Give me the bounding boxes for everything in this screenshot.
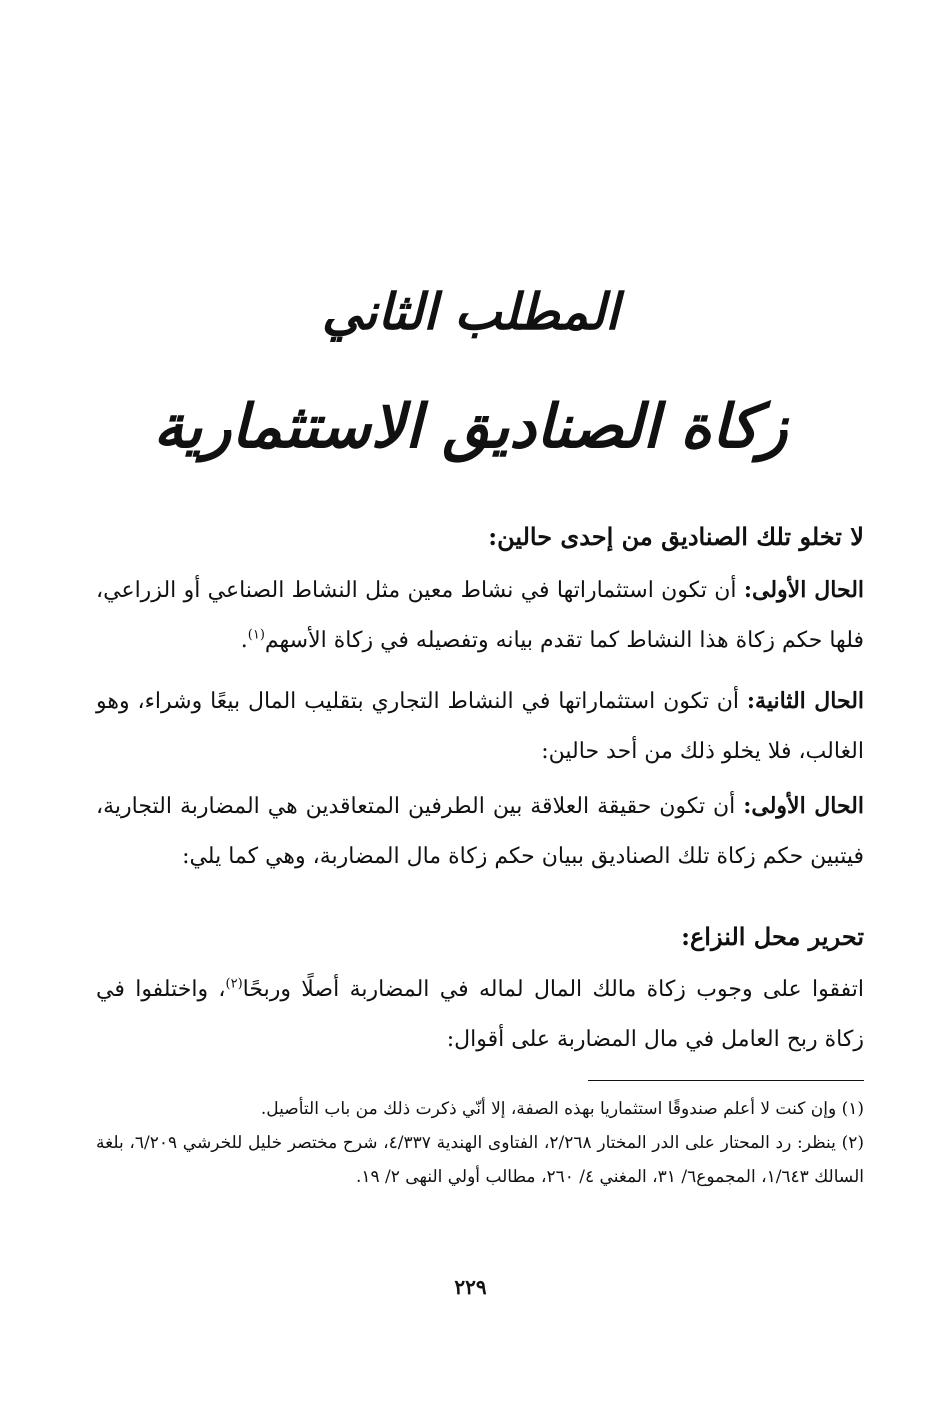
footnote-divider	[588, 1080, 864, 1081]
sub-case-1-lead: الحال الأولى:	[743, 793, 865, 819]
page-number: ٢٢٩	[454, 1275, 487, 1299]
case-1-text: أن تكون استثماراتها في نشاط معين مثل النشاط الصناعي أو الزراعي، فلها حكم زكاة هذا النشاط كما تقدم بيانه وتفصيله في زكاة الأسهم	[96, 578, 864, 653]
intro-heading: لا تخلو تلك الصناديق من إحدى حالين:	[488, 522, 864, 551]
chapter-title: المطلب الثاني	[321, 282, 620, 341]
paragraph-case-1	[96, 565, 864, 666]
footnote-1	[96, 1092, 864, 1126]
footnote-1-text: وإن كنت لا أعلم صندوقًا استثماريا بهذه الصفة، إلا أنّي ذكرت ذلك من باب التأصيل.	[260, 1099, 837, 1119]
footnote-2-marker: (٢)	[841, 1133, 864, 1153]
dispute-heading: تحرير محل النزاع:	[681, 922, 864, 951]
case-2-lead: الحال الثانية:	[746, 688, 865, 714]
case-2-text: أن تكون استثماراتها في النشاط التجاري بتقليب المال بيعًا وشراء، وهو الغالب، فلا يخلو ذلك من أحد حالين:	[96, 689, 864, 764]
footnotes	[96, 1092, 864, 1194]
footnote-1-marker: (١)	[841, 1099, 864, 1119]
dispute-text-b: ، واختلفوا في زكاة ربح العامل في مال المضاربة على أقوال:	[96, 977, 864, 1052]
footnote-2-text: ينظر: رد المحتار على الدر المختار ٢/٢٦٨، الفتاوى الهندية ٤/٣٣٧، شرح مختصر خليل للخرشي ٦/٢٠٩، بلغة السالك ١/٦٤٣، المجموع٦/ ٣١، المغني ٤/ ٢٦٠، مطالب أولي النهى ٢/ ١٩.	[96, 1133, 864, 1187]
dispute-text-a: اتفقوا على وجوب زكاة مالك المال لماله في المضاربة أصلًا وربحًا	[242, 977, 864, 1002]
footnote-2	[96, 1126, 864, 1194]
sub-case-1-text: أن تكون حقيقة العلاقة بين الطرفين المتعاقدين هي المضاربة التجارية، فيتبين حكم زكاة تلك الصناديق ببيان حكم زكاة مال المضاربة، وهي كما يلي:	[96, 794, 864, 869]
footnote-ref-2[interactable]: (٢)	[225, 976, 243, 992]
footnote-ref-1[interactable]: (١)	[247, 627, 265, 643]
chapter-subtitle: زكاة الصناديق الاستثمارية	[153, 392, 788, 462]
case-1-end: .	[240, 628, 248, 653]
paragraph-sub-case-1	[96, 781, 864, 882]
case-1-lead: الحال الأولى:	[743, 577, 865, 603]
paragraph-case-2	[96, 676, 864, 777]
paragraph-dispute	[96, 965, 864, 1065]
